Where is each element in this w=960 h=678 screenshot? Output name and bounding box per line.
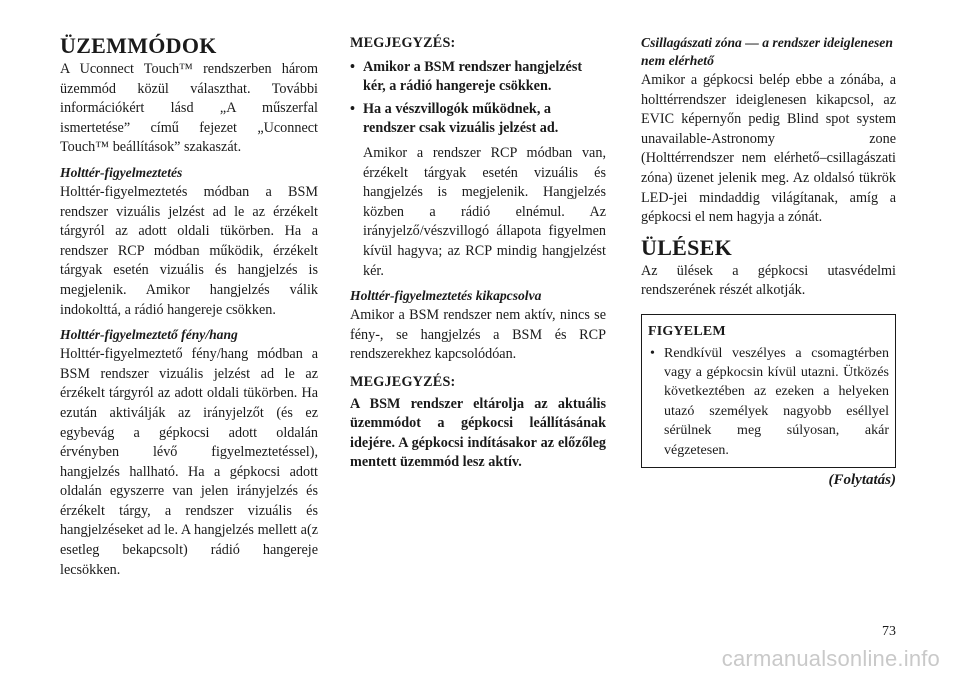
blind-spot-light-chime-heading: Holttér-figyelmeztető fény/hang — [60, 327, 238, 343]
warning-list — [648, 344, 889, 460]
note-bullet-item: • Amikor a BSM rendszer hangjelzést kér, a rádió hangereje csökken. — [350, 58, 606, 97]
astronomy-zone-paragraph: Amikor a gépkocsi belép ebbe a zónába, a holttérrendszer ideiglenesen kikapcsol, az EVIC képernyőn pedig Blind spot system unavailable-Astronomy zone (Holttérrendszer nem elérhető–csillagászati zóna) üzenet jelenik meg. Az oldalsó tükrök LED-jei mindaddig világítanak, amíg a gépkocsi el nem hagyja a zónát. — [641, 72, 896, 226]
blind-spot-alert-paragraph: Holttér-figyelmeztetés módban a BSM rendszer vizuális jelzést ad le az érzékelt tárgyról az adott oldali tükörben. Ha a rendszer RCP módban működik, érzékelt tárgyak esetén vizuális és hangjelzés is megjelenik. Amikor hangjelzés válik indokolttá, a rádió hangereje csökken. — [60, 183, 318, 318]
warning-box — [641, 314, 896, 468]
section-title-modes: ÜZEMMÓDOK — [60, 33, 217, 58]
note-bullet-list — [350, 58, 606, 139]
section-title-seats: ÜLÉSEK — [641, 234, 733, 260]
column-right — [641, 34, 896, 490]
astronomy-zone-heading: Csillagászati zóna — a rendszer ideiglenesen nem elérhető — [641, 35, 893, 68]
continued-label: (Folytatás) — [828, 471, 896, 488]
column-middle — [350, 34, 606, 473]
modes-intro-paragraph: A Uconnect Touch™ rendszerben három üzemmód közül választhat. További információkért lásd „A műszerfal ismertetése” című fejezet „Uconnect Touch™ beállítások” szakaszát. — [60, 61, 318, 156]
rcp-mode-paragraph: Amikor a rendszer RCP módban van, érzékelt tárgyak esetén vizuális és hangjelzés is megjelenik. Hangjelzés közben a rádió elnémul. Az irányjelző/vészvillogó állapota figyelmen kívül hagyva; az RCP mindig hangjelzést kér. — [363, 144, 606, 279]
column-left — [60, 34, 318, 580]
blind-spot-off-heading: Holttér-figyelmeztetés kikapcsolva — [350, 288, 542, 304]
note-heading-1: MEGJEGYZÉS: — [350, 35, 456, 51]
note-stored-mode-paragraph: A BSM rendszer eltárolja az aktuális üzemmódot a gépkocsi leállításának idejére. A gépkocsi indításakor az előzőleg mentett üzemmód lesz aktív. — [350, 395, 606, 471]
blind-spot-off-paragraph: Amikor a BSM rendszer nem aktív, nincs se fény-, se hangjelzés a BSM és RCP rendszerekhez kapcsolódóan. — [350, 307, 606, 363]
seats-intro-paragraph: Az ülések a gépkocsi utasvédelmi rendszerének részét alkotják. — [641, 262, 896, 299]
warning-heading: FIGYELEM — [648, 323, 726, 339]
blind-spot-light-chime-paragraph: Holttér-figyelmeztető fény/hang módban a BSM rendszer vizuális jelzést ad le az érzékelt tárgyról az adott oldali tükörben. Ha ezután aktiválják az irányjelzőt (és ez egybevág a gépkocsi adott oldalán érvényben lévő figyelmeztetéssel), hangjelzés hallható. Ha a gépkocsi adott oldalán egyszerre van jelen irányjelzés és érzékelt tárgy, a rendszer vizuális és hangjelzéseket ad le. A hangjelzés mellett a(z esetleg bekapcsolt) rádió hangereje lecsökken. — [60, 346, 318, 578]
note-heading-2: MEGJEGYZÉS: — [350, 373, 456, 390]
watermark-text: carmanualsonline.info — [721, 646, 940, 671]
blind-spot-alert-heading: Holttér-figyelmeztetés — [60, 164, 183, 180]
warning-item: • Rendkívül veszélyes a csomagtérben vagy a gépkocsin kívül utazni. Ütközés következtében az ezeken a helyeken utazó személyek nagyobb eséllyel sérülnek meg súlyosan, akár végzetesen. — [648, 344, 889, 460]
page-number: 73 — [882, 624, 896, 639]
note-bullet-item: • Ha a vészvillogók működnek, a rendszer csak vizuális jelzést ad. — [350, 100, 606, 139]
